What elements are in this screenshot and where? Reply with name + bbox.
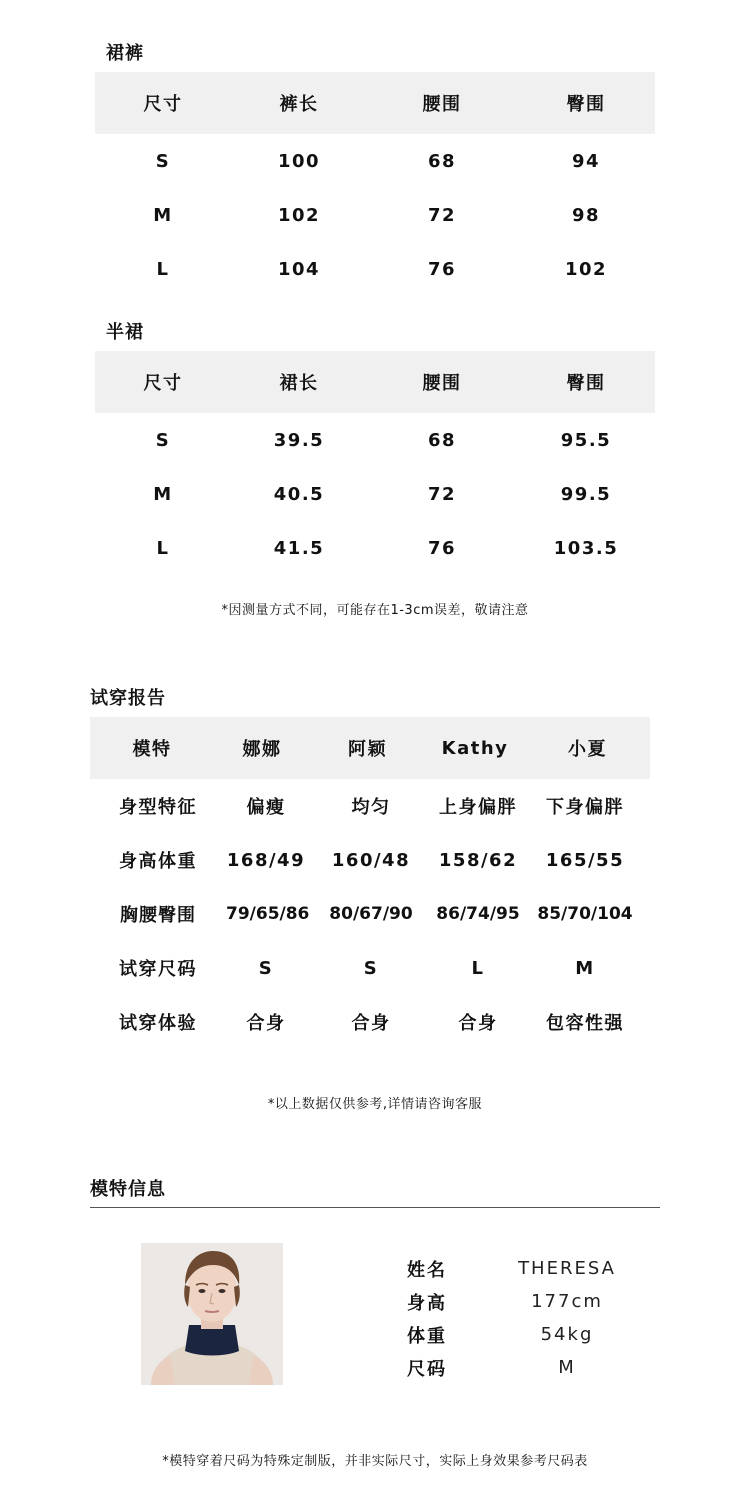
- table-row: [90, 941, 650, 995]
- table-cell: 168/49: [226, 849, 306, 871]
- table-cell: 胸腰臀围: [120, 905, 196, 926]
- table-cell: 85/70/104: [537, 904, 633, 924]
- pants-section-title: 裙裤: [106, 43, 144, 64]
- header-cell: 小夏: [568, 739, 607, 760]
- table-cell: L: [156, 537, 170, 559]
- table-header-row: [90, 717, 650, 779]
- table-cell: 身高体重: [119, 851, 197, 872]
- header-cell: 腰围: [422, 94, 462, 115]
- info-label: 体重: [407, 1325, 447, 1347]
- model-photo: [141, 1243, 283, 1385]
- table-cell: 98: [571, 204, 601, 226]
- table-cell: 68: [427, 429, 457, 451]
- skirt-section-title: 半裙: [106, 322, 144, 343]
- table-cell: 86/74/95: [436, 904, 520, 924]
- table-cell: 99.5: [560, 483, 612, 505]
- table-cell: S: [258, 957, 274, 979]
- model-info-size: [407, 1351, 617, 1384]
- table-cell: L: [471, 957, 485, 979]
- table-cell: 均匀: [351, 797, 391, 818]
- header-cell: 裙长: [279, 373, 319, 394]
- header-cell: 尺寸: [143, 373, 183, 394]
- table-cell: 94: [571, 150, 601, 172]
- header-cell: 腰围: [422, 373, 462, 394]
- table-cell: 165/55: [545, 849, 625, 871]
- model-info-name: [407, 1252, 617, 1285]
- table-cell: S: [155, 429, 171, 451]
- header-cell: 娜娜: [242, 739, 282, 760]
- table-cell: S: [363, 957, 379, 979]
- table-row: [95, 467, 655, 521]
- table-cell: 76: [427, 258, 457, 280]
- measurement-note: *因测量方式不同，可能存在1-3cm误差，敬请注意: [221, 603, 529, 618]
- table-cell: 偏瘦: [246, 797, 286, 818]
- table-cell: 合身: [458, 1013, 498, 1034]
- section-divider: [90, 1207, 660, 1208]
- table-cell: 40.5: [273, 483, 325, 505]
- skirt-size-table: [95, 351, 655, 575]
- table-cell: 41.5: [273, 537, 325, 559]
- table-cell: 72: [427, 483, 457, 505]
- table-cell: M: [575, 957, 595, 979]
- table-cell: 95.5: [560, 429, 612, 451]
- table-cell: 102: [277, 204, 321, 226]
- table-row: [95, 413, 655, 467]
- info-value: 177cm: [531, 1291, 603, 1312]
- trial-report-table: [90, 717, 650, 1049]
- table-row: [95, 188, 655, 242]
- table-row: [95, 521, 655, 575]
- info-label: 姓名: [407, 1259, 447, 1281]
- info-value: M: [558, 1357, 576, 1378]
- table-row: [90, 833, 650, 887]
- table-cell: M: [153, 204, 173, 226]
- header-cell: Kathy: [441, 737, 509, 759]
- trial-section-title: 试穿报告: [90, 688, 166, 709]
- table-cell: 39.5: [273, 429, 325, 451]
- info-value: THERESA: [518, 1258, 616, 1279]
- table-cell: 下身偏胖: [546, 797, 624, 818]
- table-cell: S: [155, 150, 171, 172]
- table-header-row: [95, 351, 655, 413]
- model-info-height: [407, 1285, 617, 1318]
- header-cell: 模特: [132, 739, 172, 760]
- table-cell: 158/62: [438, 849, 518, 871]
- table-cell: 试穿体验: [119, 1013, 197, 1034]
- table-cell: 68: [427, 150, 457, 172]
- table-cell: 身型特征: [119, 797, 197, 818]
- table-cell: 102: [564, 258, 608, 280]
- table-cell: 103.5: [553, 537, 619, 559]
- info-label: 身高: [407, 1292, 447, 1314]
- table-row: [90, 995, 650, 1049]
- table-cell: 160/48: [331, 849, 411, 871]
- table-cell: 104: [277, 258, 321, 280]
- bottom-note: *模特穿着尺码为特殊定制版，并非实际尺寸，实际上身效果参考尺码表: [162, 1454, 588, 1469]
- table-cell: 100: [277, 150, 321, 172]
- table-cell: 80/67/90: [329, 904, 413, 924]
- table-cell: 试穿尺码: [119, 959, 197, 980]
- table-cell: 72: [427, 204, 457, 226]
- table-cell: L: [156, 258, 170, 280]
- table-row: [90, 887, 650, 941]
- table-header-row: [95, 72, 655, 134]
- header-cell: 臀围: [566, 94, 606, 115]
- table-cell: 79/65/86: [226, 904, 310, 924]
- trial-note: *以上数据仅供参考,详情请咨询客服: [267, 1097, 483, 1112]
- table-cell: 包容性强: [546, 1013, 624, 1034]
- table-cell: 76: [427, 537, 457, 559]
- table-row: [90, 779, 650, 833]
- info-value: 54kg: [540, 1324, 594, 1345]
- info-label: 尺码: [407, 1358, 447, 1380]
- table-cell: 合身: [246, 1013, 286, 1034]
- header-cell: 裤长: [279, 94, 319, 115]
- table-row: [95, 242, 655, 296]
- table-row: [95, 134, 655, 188]
- header-cell: 尺寸: [143, 94, 183, 115]
- model-portrait-image: [141, 1243, 283, 1385]
- pants-size-table: [95, 72, 655, 296]
- table-cell: 合身: [351, 1013, 391, 1034]
- header-cell: 臀围: [566, 373, 606, 394]
- table-cell: 上身偏胖: [439, 797, 517, 818]
- model-section-title: 模特信息: [90, 1179, 166, 1200]
- header-cell: 阿颖: [348, 739, 387, 760]
- model-info-weight: [407, 1318, 617, 1351]
- table-cell: M: [153, 483, 173, 505]
